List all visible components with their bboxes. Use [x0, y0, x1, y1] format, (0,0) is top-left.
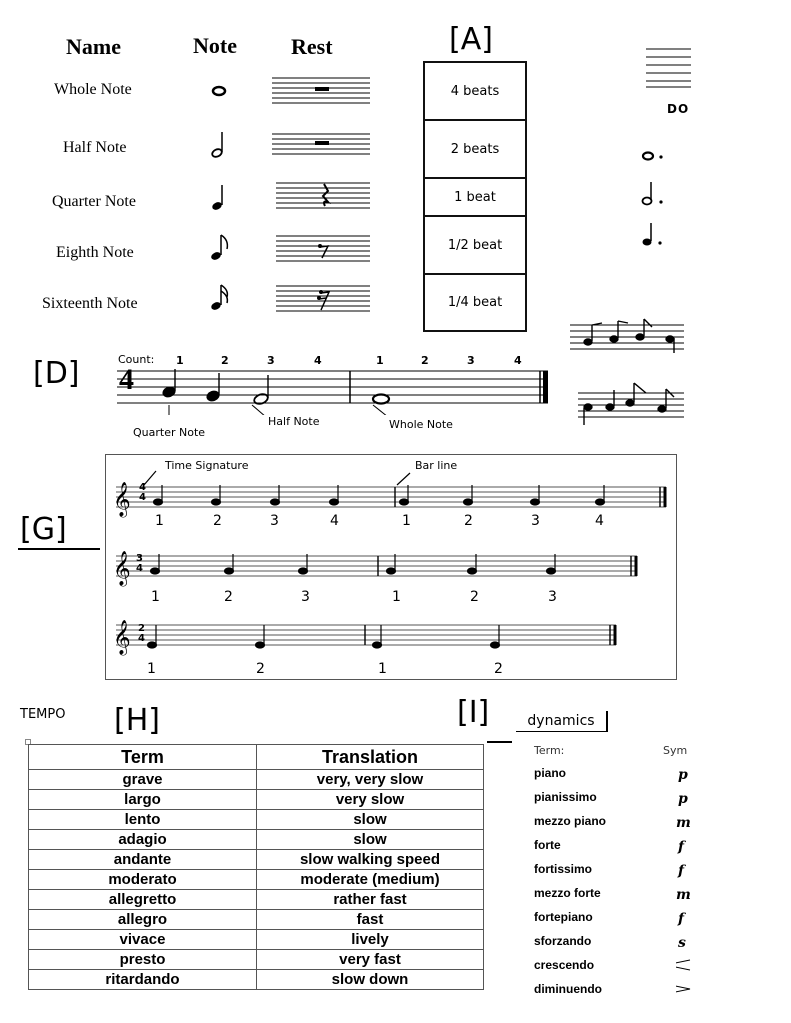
beat-box-half: 2 beats [423, 119, 527, 179]
time-sig-34: 3 4 [136, 553, 143, 574]
time-sig-24: 2 4 [138, 623, 145, 644]
note-column-header: Note [193, 33, 237, 58]
dynamics-term-fortissimo: fortissimo [534, 862, 593, 876]
dynamics-term-pianissimo: pianissimo [534, 790, 597, 804]
sforzando-symbol-icon: s [678, 935, 686, 951]
whole-note-annotation: Whole Note [389, 418, 453, 431]
whole-rest [315, 87, 329, 91]
label-g-underline [18, 548, 100, 550]
dynamics-term-mezzo-forte: mezzo forte [534, 886, 601, 900]
beamed-notes-fragment [566, 315, 691, 430]
rest-column-header: Rest [291, 34, 333, 59]
dynamics-term-mezzo-piano: mezzo piano [534, 814, 607, 828]
table-row: ritardando slow down [29, 970, 484, 990]
treble-clef-3: 𝄞 [113, 620, 131, 655]
staff-44-count-2: 2 [213, 513, 222, 529]
count-staff [112, 365, 552, 415]
label-d: [D] [33, 356, 80, 391]
time-signature-annotation: Time Signature [165, 459, 249, 472]
time-sig-44: 4 4 [139, 482, 146, 503]
count-label: Count: [118, 353, 155, 366]
staff-34-count-3: 3 [301, 589, 310, 605]
tempo-label: TEMPO [20, 707, 66, 722]
fortissimo-symbol-icon: f [678, 863, 685, 879]
note-name-half: Half Note [63, 139, 127, 156]
eighth-note-icon [210, 235, 227, 261]
sixteenth-rest [317, 290, 329, 310]
count-time-signature: 4 [119, 363, 134, 396]
dynamics-term-forte: forte [534, 838, 561, 852]
beat-box-quarter: 1 beat [423, 177, 527, 217]
table-row: lento slow [29, 810, 484, 830]
dotted-notes-fragment [640, 45, 691, 355]
staff-24-count-4: 2 [494, 661, 503, 677]
label-a: [A] [449, 22, 493, 57]
dynamics-symbol-header: Sym [663, 744, 688, 757]
dynamics-term-sforzando: sforzando [534, 934, 592, 948]
half-note-annotation: Half Note [268, 415, 320, 428]
note-name-sixteenth: Sixteenth Note [42, 295, 138, 312]
table-row: allegro fast [29, 910, 484, 930]
tempo-term-header: Term [29, 745, 257, 770]
whole-note-icon [213, 87, 225, 95]
staff-44-count-5: 1 [402, 513, 411, 529]
staff-24-count-2: 2 [256, 661, 265, 677]
dynamics-term-crescendo: crescendo [534, 958, 595, 972]
count-1: 1 [176, 354, 184, 367]
tempo-table [28, 744, 484, 990]
count-6: 2 [421, 354, 429, 367]
note-name-eighth: Eighth Note [56, 244, 134, 261]
staff-44-count-3: 3 [270, 513, 279, 529]
table-row: presto very fast [29, 950, 484, 970]
note-name-quarter: Quarter Note [52, 193, 136, 210]
table-row: andante slow walking speed [29, 850, 484, 870]
staff-44-count-8: 4 [595, 513, 604, 529]
count-2: 2 [221, 354, 229, 367]
half-note-icon [211, 132, 223, 158]
time-signature-staves [110, 465, 675, 675]
note-name-whole: Whole Note [54, 81, 132, 98]
count-5: 1 [376, 354, 384, 367]
tempo-table-wrapper [28, 744, 484, 996]
table-row: allegretto rather fast [29, 890, 484, 910]
table-row: moderato moderate (medium) [29, 870, 484, 890]
count-4: 4 [314, 354, 322, 367]
dotted-whole-note-icon [643, 153, 653, 160]
staff-34-count-5: 2 [470, 589, 479, 605]
staff-34-count-6: 3 [548, 589, 557, 605]
table-row: vivace lively [29, 930, 484, 950]
crescendo-symbol-icon [676, 960, 690, 970]
mezzo-forte-symbol-icon: m [676, 887, 691, 903]
half-rest [315, 141, 329, 145]
dynamics-term-diminuendo: diminuendo [534, 982, 602, 996]
label-g: [G] [20, 512, 67, 547]
whole-note-count-icon [373, 395, 389, 404]
beat-box-sixteenth: 1/4 beat [423, 273, 527, 332]
quarter-note-icon [211, 185, 223, 211]
half-note-count-icon [253, 375, 269, 406]
table-row: adagio slow [29, 830, 484, 850]
dotted-half-note-icon [643, 182, 663, 205]
quarter-note-annotation: Quarter Note [133, 426, 206, 439]
dotted-notes-label: DO [667, 102, 690, 116]
dynamics-title: dynamics [516, 711, 608, 732]
beat-box-whole: 4 beats [423, 61, 527, 121]
dynamics-term-piano: piano [534, 766, 566, 780]
staff-34-count-4: 1 [392, 589, 401, 605]
fortepiano-symbol-icon: f [678, 911, 685, 927]
note-rest-symbols [190, 70, 380, 330]
beat-box-eighth: 1/2 beat [423, 215, 527, 275]
staff-24-count-3: 1 [378, 661, 387, 677]
dynamics-symbols-fragment [676, 764, 691, 999]
mezzo-piano-symbol-icon: m [676, 815, 691, 831]
piano-symbol-icon: p [678, 767, 688, 783]
diminuendo-symbol-icon [676, 984, 690, 994]
sixteenth-note-icon [210, 285, 227, 311]
count-8: 4 [514, 354, 522, 367]
table-row: largo very slow [29, 790, 484, 810]
dotted-quarter-note-icon [643, 223, 662, 246]
forte-symbol-icon: f [678, 839, 685, 855]
name-column-header: Name [66, 34, 121, 59]
staff-44-count-7: 3 [531, 513, 540, 529]
staff-34-count-1: 1 [151, 589, 160, 605]
treble-clef-1: 𝄞 [113, 482, 131, 517]
staff-44-count-4: 4 [330, 513, 339, 529]
tempo-translation-header: Translation [257, 745, 484, 770]
staff-44-count-6: 2 [464, 513, 473, 529]
pianissimo-symbol-icon: p [678, 791, 688, 807]
label-h: [H] [114, 703, 160, 738]
dynamics-term-header: Term: [534, 744, 565, 757]
dynamics-term-fortepiano: fortepiano [534, 910, 593, 924]
label-i: [I] [457, 695, 490, 730]
staff-24-count-1: 1 [147, 661, 156, 677]
count-3: 3 [267, 354, 275, 367]
bar-line-annotation: Bar line [415, 459, 458, 472]
staff-44-count-1: 1 [155, 513, 164, 529]
table-row: grave very, very slow [29, 770, 484, 790]
staff-34-count-2: 2 [224, 589, 233, 605]
label-i-underline [487, 741, 512, 743]
count-7: 3 [467, 354, 475, 367]
treble-clef-2: 𝄞 [113, 551, 131, 586]
